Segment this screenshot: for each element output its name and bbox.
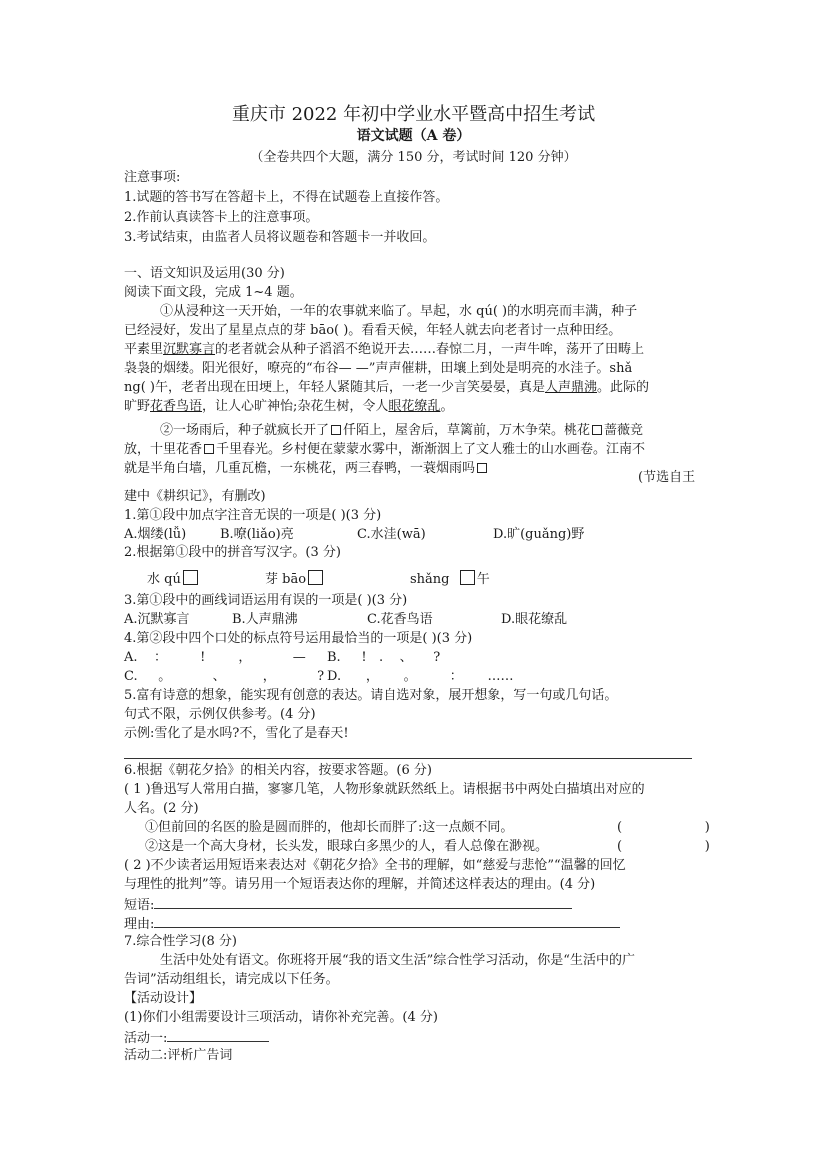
q7-design-heading: 【活动设计】 [124,991,203,1006]
q3-option-a: A.沉默寡言 [124,612,190,627]
underlined-term-4: 眼花缭乱 [388,399,441,414]
passage-p1-line3: 平素里沉默寡言的老者就会从种子滔滔不绝说开去……春惊二月，一声牛哞，荡开了田畴上 [124,342,645,357]
underlined-term-2: 人声鼎沸 [544,380,597,395]
q7-activity-1: 活动一: [124,1029,269,1047]
blank-box-icon [477,463,487,473]
q2-stem: 2.根据第①段中的拼音写汉字。(3 分) [124,545,341,560]
q1-stem: 1.第①段中加点字注音无误的一项是( )(3 分) [124,508,382,523]
q7-sub1: (1)你们小组需要设计三项活动，请你补充完善。(4 分) [124,1010,438,1025]
passage-source-b: 建中《耕织记》，有删改) [124,489,266,504]
blank-box-icon [592,425,602,435]
answer-box-icon[interactable] [460,570,475,585]
q6-item-2: ②这是一个高大身材，长头发，眼球白多黑少的人，看人总像在渺视。 [145,839,549,854]
passage-p2-line1: ②一场雨后，种子就疯长开了 仟陌上，屋舍后，草篱前，万木争荣。桃花 蔷薇竞 [160,423,644,438]
passage-p1-line4: 袅袅的烟缕。阳光很好，嘹亮的“布谷— —”声声催耕，田壤上到处是明亮的水洼子。shǎ [124,361,633,376]
passage-p1-line6: 旷野花香鸟语，让人心旷神怡;杂花生树，令人眼花缭乱。 [124,399,454,414]
answer-box-icon[interactable] [183,570,198,585]
passage-p1-line5: ng( )午，老者出现在田埂上，年轻人紧随其后，一老一少言笑晏晏，真是人声鼎沸。此际的 [124,380,650,395]
q3-option-c: C.花香鸟语 [367,612,433,627]
q6-part1-line2: 人名。(2 分) [124,801,199,816]
q5-line3: 示例:雪化了是水吗?不，雪化了是春天! [124,726,349,741]
notice-heading: 注意事项: [124,170,181,185]
answer-box-icon[interactable] [308,570,323,585]
q1-option-b: B.嘹(liǎo)亮 [220,527,294,542]
exam-title: 重庆市 2022 年初中学业水平暨高中招生考试 [231,104,596,125]
q4-option-d: D. ， 。 ： …… [327,669,514,684]
q6-item-1: ①但前回的名医的脸是圆而胖的，他却长而胖了:这一点颇不同。 [145,820,514,835]
q7-line1: 生活中处处有语文。你班将开展“我的语文生活”综合性学习活动，你是“生活中的广 [160,953,635,968]
q1-option-c: C.水洼(wā) [357,527,426,542]
q1-option-a: A.烟缕(lǚ) [124,527,187,542]
q1-option-d: D.旷(guǎng)野 [493,527,585,542]
q5-line2: 句式不限，示例仅供参考。(4 分) [124,707,316,722]
q5-line1: 5.富有诗意的想象，能实现有创意的表达。请自选对象，展开想象，写一句或几句话。 [124,688,618,703]
q7-activity-2: 活动二:评析广告词 [124,1048,233,1063]
passage-p2-line2: 放，十里花香 千里春光。乡村便在蒙蒙水雾中，渐渐洇上了文人雅士的山水画卷。江南不 [124,442,646,457]
q6-item-1-answer[interactable]: ( ) [617,820,710,835]
passage-source-a: (节选自王 [638,470,696,485]
q3-option-d: D.眼花缭乱 [501,612,568,627]
phrase-answer-line[interactable] [154,896,572,909]
q2-item-2: 芽 bāo [265,570,325,588]
notice-item-1: 1.试题的答书写在答超卡上，不得在试题卷上直接作答。 [124,190,449,205]
q6-part2-line2: 与理性的批判”等。请另用一个短语表达你的理解，并简述这样表达的理由。(4 分) [124,877,596,892]
notice-item-2: 2.作前认真读答卡上的注意事项。 [124,210,319,225]
q6-item-2-answer[interactable]: ( ) [617,839,710,854]
section1-heading: 一、语文知识及运用(30 分) [124,266,285,281]
q7-line2: 告词”活动组组长，请完成以下任务。 [124,972,339,987]
underlined-term-1: 沉默寡言 [163,342,216,357]
q6-phrase-row: 短语: [124,896,572,914]
q6-part1-line1: ( 1 )鲁迅写人常用白描，寥寥几笔，人物形象就跃然纸上。请根据书中两处白描填出对应的 [124,782,645,797]
q3-option-b: B.人声鼎沸 [232,612,298,627]
q4-option-b: B. ! . 、 ? [327,650,441,665]
q6-reason-row: 理由: [124,915,620,933]
exam-subtitle: 语文试题（A 卷） [356,128,471,144]
notice-item-3: 3.考试结束，由监者人员将议题卷和答题卡一并收回。 [124,230,436,245]
q2-item-1: 水 qú [147,570,200,588]
q4-stem: 4.第②段中四个口处的标点符号运用最恰当的一项是( )(3 分) [124,631,473,646]
passage-p1-line1: ①从浸种这一天开始，一年的农事就来临了。早起，水 qú( )的水明亮而丰满，种子 [160,304,638,319]
q4-option-a: A. ： ! ， — [124,650,306,665]
underlined-term-3: 花香鸟语 [150,399,203,414]
q2-item-3: shǎng 午 [410,572,490,587]
q4-option-c: C. 。 、 ， ? [124,669,325,684]
blank-box-icon [204,444,214,454]
q6-stem: 6.根据《朝花夕拾》的相关内容，按要求答题。(6 分) [124,763,432,778]
q3-stem: 3.第①段中的画线词语运用有误的一项是( )(3 分) [124,593,408,608]
blank-box-icon [331,425,341,435]
activity-1-answer-line[interactable] [167,1029,269,1042]
q5-answer-line[interactable] [124,758,692,759]
passage-p2-line3: 就是半角白墙，几重瓦檐，一东桃花，两三春鸭，一蓑烟雨吗 [124,461,489,477]
reason-answer-line[interactable] [154,915,620,928]
exam-note: （全卷共四个大题，满分 150 分，考试时间 120 分钟） [250,150,577,165]
q6-part2-line1: ( 2 )不少读者运用短语来表达对《朝花夕拾》全书的理解，如“慈爱与悲怆”“温馨的回忆 [124,858,626,873]
q7-stem: 7.综合性学习(8 分) [124,934,237,949]
passage-p1-line2: 已经浸好，发出了星星点点的芽 bāo( )。看看天候，年轻人就去向老者讨一点种田经。 [124,323,622,338]
section1-instruction: 阅读下面文段，完成 1~4 题。 [124,285,303,300]
